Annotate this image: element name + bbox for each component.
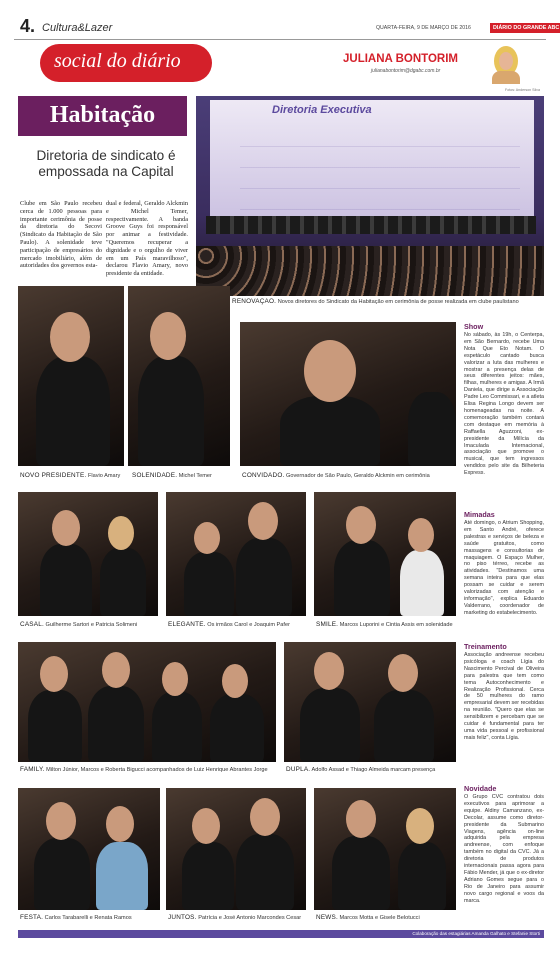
- article-col-1: Clube em São Paulo recebeu cerca de 1.000 pessoas para importante cerimônia de posse da diretoria do Secovi (Sindicato da Habitação de São Paulo). A solenidade teve participação de empresários do mercado imobiliário, além de autoridades dos governos esta-: [20, 200, 102, 270]
- article-col-2: dual e federal, Geraldo Alckmin e Michel Temer, respectivamente. A banda Groove Guys foi responsável por animar a festividade. "Queremos recuperar a dignidade e o orgulho de viver em um País maravilhoso", declarou Flavio Amary, novo presidente da entidade.: [106, 200, 188, 278]
- caption-festa: FESTA. Carlos Tarabarelli e Renata Ramos: [20, 914, 132, 921]
- photo-casal: [18, 492, 158, 616]
- newspaper-logo: DIÁRIO DO GRANDE ABC: [490, 23, 560, 33]
- photo-dupla: [284, 642, 456, 762]
- caption-dupla: DUPLA. Adolfo Assad e Thiago Almeida marcam presença: [286, 766, 436, 773]
- caption-news: NEWS. Marcos Motta e Gisele Belotucci: [316, 914, 420, 921]
- sidebar-text-novidade: O Grupo CVC contratou dois executivos para aprimorar a equipe. Aldiny Camanzano, ex-Decolar, assume como diretor-presidente da Submarino Viagens, agência on-line adquirida pela empresa andreense, com enfoque também no digital da CVC. Já a diretoria de produtos internacionais passa agora para Fábio Mender, já que o ex-diretor Adriano Gomes segue para o Rio de Janeiro para assumir novo cargo regional e voos da marca.: [464, 794, 544, 904]
- caption-solenidade: SOLENIDADE. Michel Temer: [132, 472, 212, 479]
- article-kicker: Habitação: [18, 96, 187, 136]
- columnist-avatar: [486, 44, 526, 84]
- stage-screen: Diretoria Executiva: [210, 100, 534, 228]
- columnist-email: julianabontorim@dgabc.com.br: [371, 68, 441, 74]
- issue-date: QUARTA-FEIRA, 9 DE MARÇO DE 2016: [376, 25, 471, 31]
- photo-novo-presidente: [18, 286, 124, 466]
- column-title: social do diário: [54, 50, 181, 72]
- caption-convidado: CONVIDADO. Governador de São Paulo, Geraldo Alckmin em cerimônia: [242, 472, 430, 479]
- caption-elegante: ELEGANTE. Os irmãos Carol e Joaquim Pafer: [168, 621, 290, 628]
- page-header: [14, 14, 560, 40]
- photo-festa: [18, 788, 160, 910]
- section-label: Cultura&Lazer: [42, 22, 113, 34]
- photo-credit: Fotos: Anderson Silva: [505, 88, 540, 92]
- columnist-name: JULIANA BONTORIM: [343, 53, 458, 65]
- photo-solenidade: [128, 286, 230, 466]
- stage-photo: [196, 96, 544, 296]
- photo-elegante: [166, 492, 306, 616]
- footer-credit: Colaboração das estagiárias Amanda Galhato e Stefanie Storti: [412, 931, 540, 936]
- sidebar-heading-novidade: Novidade: [464, 784, 497, 793]
- sidebar-heading-show: Show: [464, 322, 484, 331]
- caption-renovacao: RENOVAÇÃO. Novos diretores do Sindicato da Habitação em cerimônia de posse realizada em clube paulistano: [232, 298, 519, 305]
- sidebar-heading-mimadas: Mimadas: [464, 510, 495, 519]
- caption-smile: SMILE. Marcos Luporini e Cintia Assis em solenidade: [316, 621, 453, 628]
- photo-juntos: [166, 788, 306, 910]
- photo-news: [314, 788, 456, 910]
- photo-smile: [314, 492, 456, 616]
- sidebar-text-show: No sábado, às 19h, o Centerpa, em São Bernardo, recebe Uma Nota Que Eto Notam. O espetáculo cantado busca valorizar a luta das mulheres e mostrar a presença delas de seus diferentes jeitos: mães, filhas, mulheres e amigas. A Irmã Daniela, que dirige a Associação Padre Leo Commissari, e a atleta Elisa Regina Longo devem ser homenageadas na noite. A comemoração também contará com destaque em memória à Raffaella Aguzzoni, ex-presidente da Milícia da Imaculada Internacional, associação que promove o musical, que tem ingressos vendidos pelo site da Bilheteria Express.: [464, 332, 544, 477]
- sidebar-text-mimadas: Até domingo, o Atrium Shopping, em Santo André, oferece palestras e serviços de beleza e saúde gratuitos, como massagens e consultorias de maquiagem. O Espaço Mulher, no piso térreo, recebe as atividades. "Destinamos uma semana inteira para que elas possam se cuidar e serem valorizadas com atenção e informação", explica Eduardo Valderrano, coordenador de marketing do estabelecimento.: [464, 520, 544, 616]
- caption-novo-presidente: NOVO PRESIDENTE. Flavio Amary: [20, 472, 121, 479]
- photo-family: [18, 642, 276, 762]
- footer-bar: [18, 930, 544, 938]
- caption-family: FAMILY. Milton Júnior, Marcos e Roberta Bigucci acompanhados de Luiz Henrique Abrantes Jorge: [20, 766, 268, 773]
- caption-juntos: JUNTOS. Patrícia e José Antonio Marcondes Cesar: [168, 914, 302, 921]
- caption-casal: CASAL. Guilherme Sartori e Patricia Solimeni: [20, 621, 138, 628]
- page-number: 4.: [20, 16, 36, 36]
- sidebar-text-treinamento: Associação andreense recebeu psicóloga e coach Lígia do Nascimento Percival de Oliveira para palestra que tem como tema Autoconhecimento e Realização Profissional. Cerca de 50 mulheres do ramo empresarial devem ser recebidas na reunião. "Quero que elas se sensibilizem e percebam que se cuidar é fundamental para ter uma vida pessoal e profissional mais feliz", conta Lígia.: [464, 652, 544, 741]
- sidebar-heading-treinamento: Treinamento: [464, 642, 507, 651]
- column-banner: [40, 44, 212, 82]
- photo-convidado: [240, 322, 456, 466]
- article-headline: Diretoria de sindicato é empossada na Capital: [36, 148, 176, 179]
